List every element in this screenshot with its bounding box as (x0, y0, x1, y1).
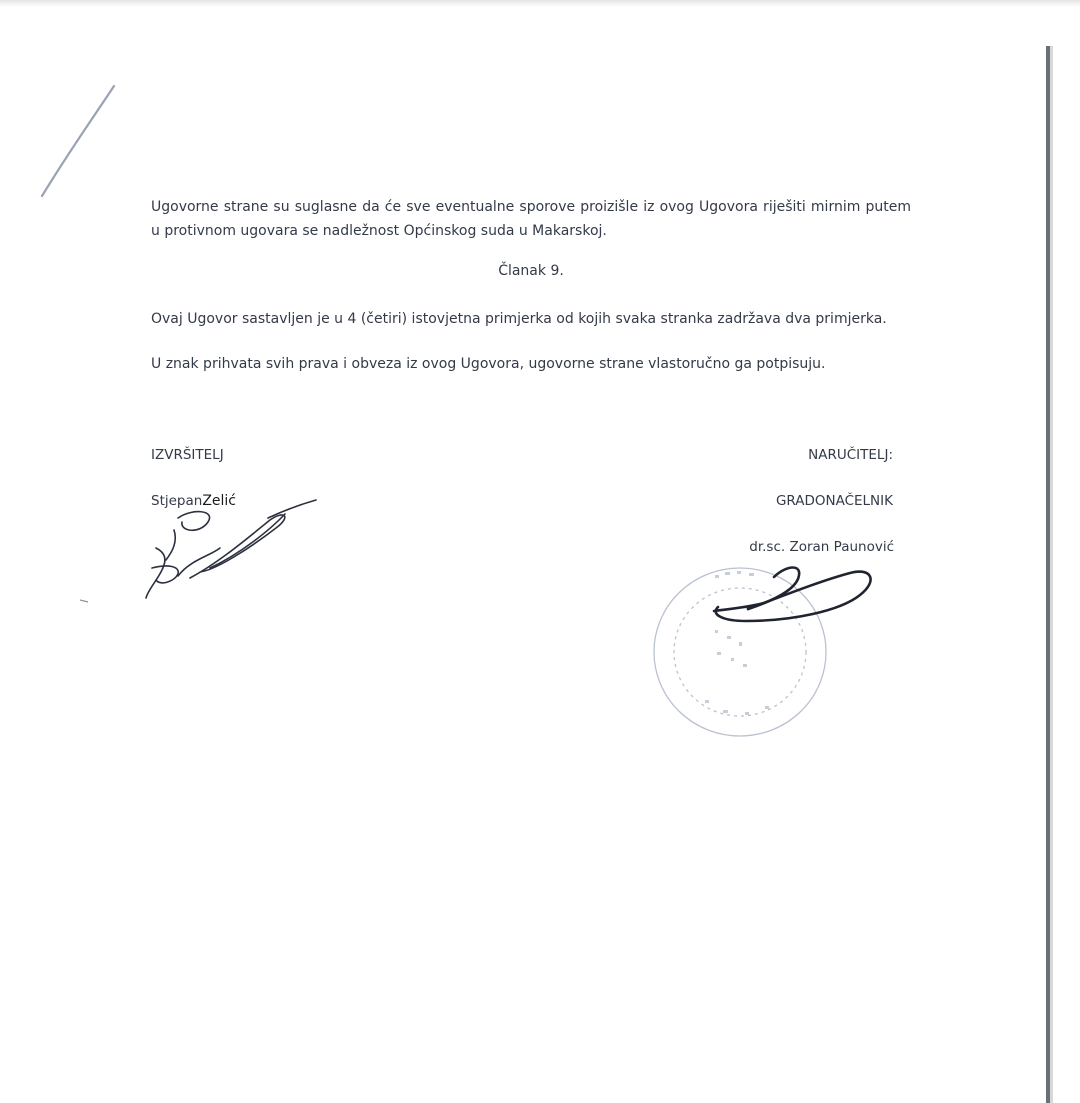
contractor-signature (70, 490, 330, 630)
contractor-label: IZVRŠITELJ (151, 447, 224, 463)
client-title: GRADONAČELNIK (775, 493, 893, 509)
article-9-heading: Članak 9. (498, 263, 564, 279)
article-8-paragraph: Ugovorne strane su suglasne da će sve eventualne sporove proizišle iz ovog Ugovora riješiti mirnim putem u protivnom ugovara se nadležnost Općinskog suda u Makarskoj. (151, 199, 911, 239)
contractor-first-name: Stjepan (151, 493, 203, 509)
client-label: NARUČITELJ: (808, 447, 893, 463)
page-top-edge (0, 0, 1080, 7)
article-9-paragraph-2: U znak prihvata svih prava i obveza iz ovog Ugovora, ugovorne strane vlastoručno ga potpisuju. (151, 356, 826, 372)
margin-pen-stroke (0, 0, 130, 210)
page-right-edge-shadow (1050, 46, 1053, 1103)
contractor-surname: Zelić (202, 493, 237, 509)
client-name: dr.sc. Zoran Paunović (749, 539, 894, 555)
article-9-paragraph-1: Ovaj Ugovor sastavljen je u 4 (četiri) istovjetna primjerka od kojih svaka stranka zadržava dva primjerka. (151, 311, 887, 327)
client-signature (700, 555, 890, 645)
